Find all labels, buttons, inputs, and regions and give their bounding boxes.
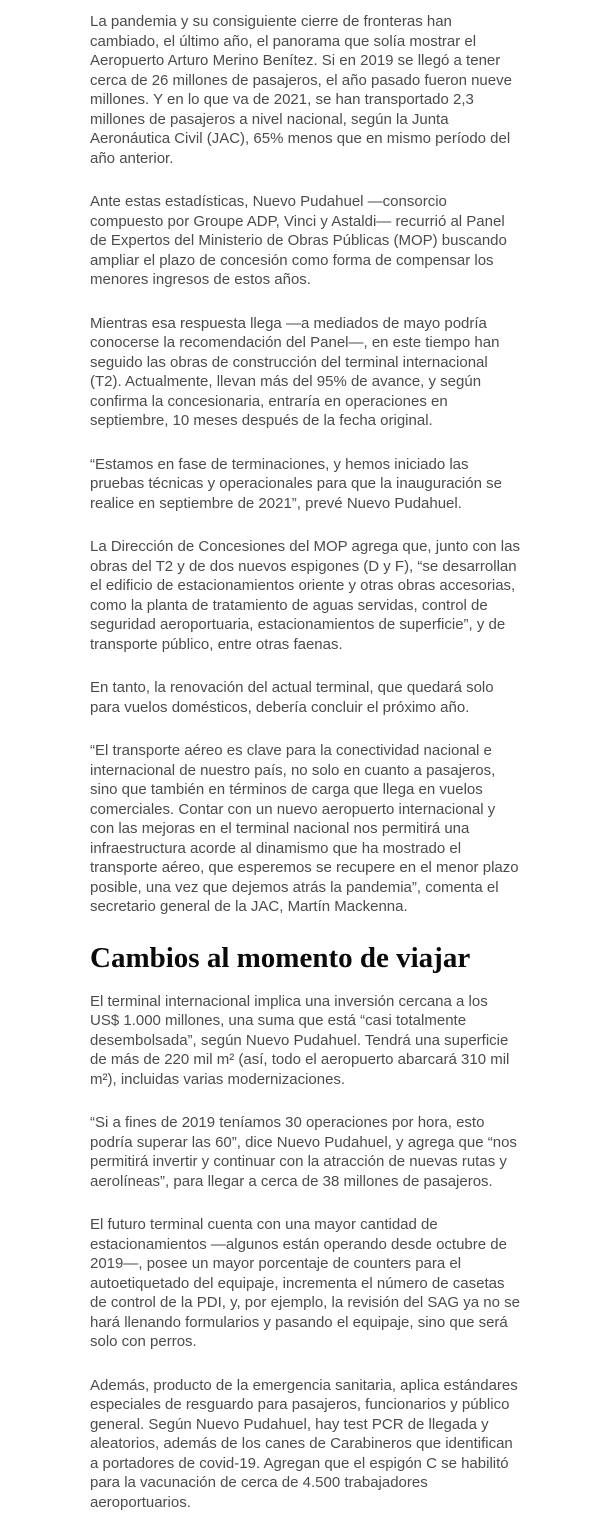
article-paragraph: El terminal internacional implica una inversión cercana a los US$ 1.000 millones, una suma que está “casi totalmente desembolsada”, según Nuevo Pudahuel. Tendrá una superficie de más de 220 mil m² (así, todo el aeropuerto abarcará 310 mil m²), incluidas varias modernizaciones. <box>90 992 510 1088</box>
article-paragraph: La Dirección de Concesiones del MOP agrega que, junto con las obras del T2 y de dos nuevos espigones (D y F), “se desarrollan el edificio de estacionamientos oriente y otras obras accesorias, como la planta de tratamiento de aguas servidas, control de seguridad aeroportuaria, estacionamientos de superficie”, y de transporte público, entre otras faenas. <box>90 538 520 653</box>
article-paragraph: “Si a fines de 2019 teníamos 30 operaciones por hora, esto podría superar las 60”, dice Nuevo Pudahuel, y agrega que “nos permitirá invertir y continuar con la atracción de nuevas rutas y aerolíneas”, para llegar a cerca de 38 millones de pasajeros. <box>90 1114 517 1190</box>
section-heading: Cambios al momento de viajar <box>90 941 471 974</box>
article-paragraph: En tanto, la renovación del actual terminal, que quedará solo para vuelos domésticos, debería concluir el próximo año. <box>90 679 494 716</box>
article-paragraph: Ante estas estadísticas, Nuevo Pudahuel —consorcio compuesto por Groupe ADP, Vinci y Astaldi— recurrió al Panel de Expertos del Ministerio de Obras Públicas (MOP) buscando ampliar el plazo de concesión como forma de compensar los menores ingresos de estos años. <box>90 193 507 288</box>
article-paragraph: El futuro terminal cuenta con una mayor cantidad de estacionamientos —algunos están operando desde octubre de 2019—, posee un mayor porcentaje de counters para el autoetiquetado del equipaje, incrementa el número de casetas de control de la PDI, y, por ejemplo, la revisión del SAG ya no se hará llenando formularios y pasando el equipaje, sino que será solo con perros. <box>90 1216 520 1350</box>
article-paragraph: “Estamos en fase de terminaciones, y hemos iniciado las pruebas técnicas y operacionales para que la inauguración se realice en septiembre de 2021”, prevé Nuevo Pudahuel. <box>90 455 502 512</box>
article-paragraph: “El transporte aéreo es clave para la conectividad nacional e internacional de nuestro país, no solo en cuanto a pasajeros, sino que también en términos de carga que llega en vuelos comerciales. Contar con un nuevo aeropuerto internacional y con las mejoras en el terminal nacional nos permitirá una infraestructura acorde al dinamismo que ha mostrado el transporte aéreo, que esperemos se recupere en el menor plazo posible, una vez que dejemos atrás la pandemia”, comenta el secretario general de la JAC, Martín Mackenna. <box>90 742 519 915</box>
article-paragraph: Mientras esa respuesta llega —a mediados de mayo podría conocerse la recomendación del Panel—, en este tiempo han seguido las obras de construcción del terminal internacional (T2). Actualmente, llevan más del 95% de avance, y según confirma la concesionaria, entraría en operaciones en septiembre, 10 meses después de la fecha original. <box>90 314 500 429</box>
article-body <box>90 0 520 1512</box>
article-paragraph: La pandemia y su consiguiente cierre de fronteras han cambiado, el último año, el panorama que solía mostrar el Aeropuerto Arturo Merino Benítez. Si en 2019 se llegó a tener cerca de 26 millones de pasajeros, el año pasado fueron nueve millones. Y en lo que va de 2021, se han transportado 2,3 millones de pasajeros a nivel nacional, según la Junta Aeronáutica Civil (JAC), 65% menos que en mismo período del año anterior. <box>90 13 512 167</box>
article-paragraph: Además, producto de la emergencia sanitaria, aplica estándares especiales de resguardo para pasajeros, funcionarios y público general. Según Nuevo Pudahuel, hay test PCR de llegada y aleatorios, además de los canes de Carabineros que identifican a portadores de covid-19. Agregan que el espigón C se habilitó para la vacunación de cerca de 4.500 trabajadores aeroportuarios. <box>90 1376 518 1511</box>
